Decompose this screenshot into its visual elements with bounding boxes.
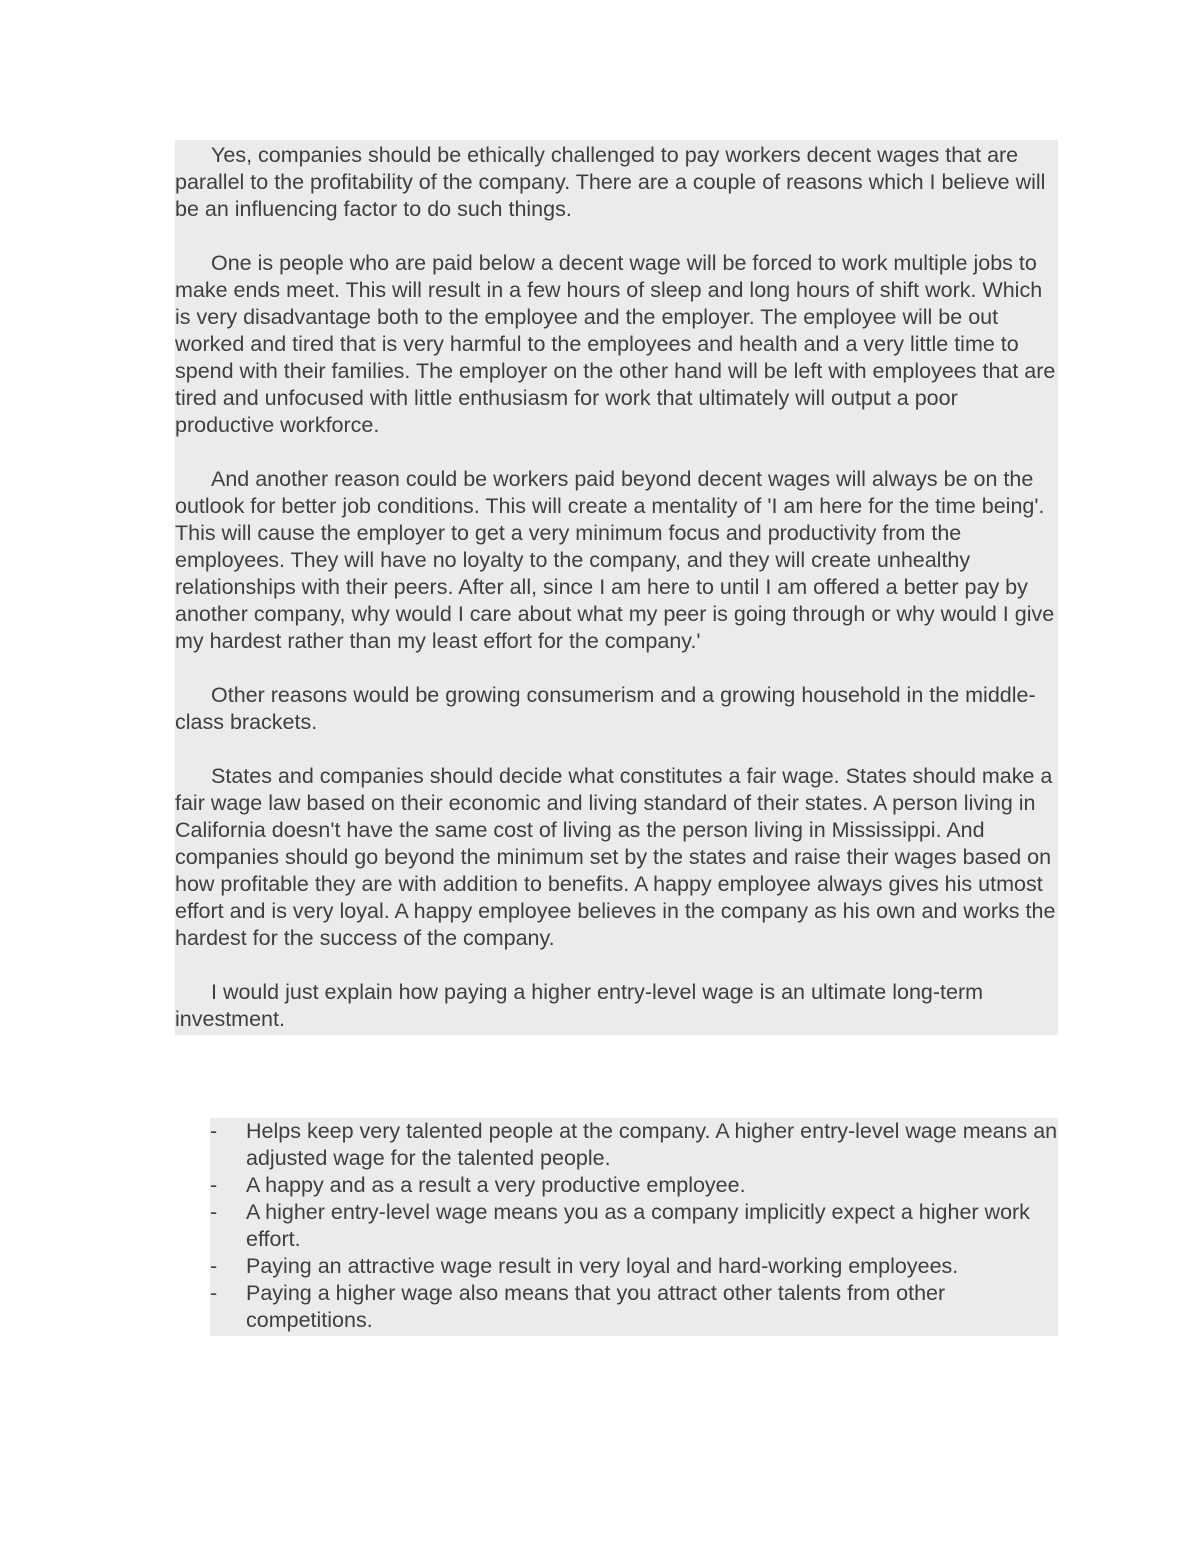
list-item [210, 1118, 1058, 1172]
list-item-text: Paying an attractive wage result in very loyal and hard-working employees. [246, 1254, 959, 1278]
dash-bullet: - [210, 1281, 218, 1305]
paragraph-investment: I would just explain how paying a higher entry-level wage is an ultimate long-term investment. [175, 980, 984, 1031]
paragraph-fair-wage: States and companies should decide what constitutes a fair wage. States should make a fair wage law based on their economic and living standard of their states. A person living in California doesn't have the same cost of living as the person living in Mississippi. And companies should go beyond the minimum set by the states and raise their wages based on how profitable they are with addition to benefits. A happy employee always gives his utmost effort and is very loyal. A happy employee believes in the company as his own and works the hardest for the success of the company. [175, 764, 1056, 950]
list-item [210, 1280, 1058, 1334]
essay-body [175, 140, 1058, 1035]
list-item-text: Paying a higher wage also means that you attract other talents from other competitions. [246, 1281, 946, 1332]
list-item [210, 1172, 1058, 1199]
list-item-text: Helps keep very talented people at the company. A higher entry-level wage means an adjusted wage for the talented people. [246, 1119, 1058, 1170]
dash-bullet: - [210, 1254, 218, 1278]
list-item [210, 1253, 1058, 1280]
benefits-list-block [210, 1118, 1058, 1336]
paragraph-other-reasons: Other reasons would be growing consumerism and a growing household in the middle-class brackets. [175, 683, 1036, 734]
list-item [210, 1199, 1058, 1253]
paragraph-reason-one: One is people who are paid below a decent wage will be forced to work multiple jobs to make ends meet. This will result in a few hours of sleep and long hours of shift work. Which is very disadvantage both to the employee and the employer. The employee will be out worked and tired that is very harmful to the employees and health and a very little time to spend with their families. The employer on the other hand will be left with employees that are tired and unfocused with little enthusiasm for work that ultimately will output a poor productive workforce. [175, 251, 1056, 437]
dash-bullet: - [210, 1200, 218, 1224]
paragraph-reason-two: And another reason could be workers paid beyond decent wages will always be on the outlook for better job conditions. This will create a mentality of 'I am here for the time being'. This will cause the employer to get a very minimum focus and productivity from the employees. They will have no loyalty to the company, and they will create unhealthy relationships with their peers. After all, since I am here to until I am offered a better pay by another company, why would I care about what my peer is going through or why would I give my hardest rather than my least effort for the company.' [175, 467, 1055, 653]
paragraph-intro: Yes, companies should be ethically challenged to pay workers decent wages that are parallel to the profitability of the company. There are a couple of reasons which I believe will be an influencing factor to do such things. [175, 143, 1046, 221]
dash-bullet: - [210, 1173, 218, 1197]
list-item-text: A happy and as a result a very productive employee. [246, 1173, 746, 1197]
dash-bullet: - [210, 1119, 218, 1143]
benefits-list [210, 1118, 1058, 1334]
list-item-text: A higher entry-level wage means you as a company implicitly expect a higher work effort. [246, 1200, 1030, 1251]
